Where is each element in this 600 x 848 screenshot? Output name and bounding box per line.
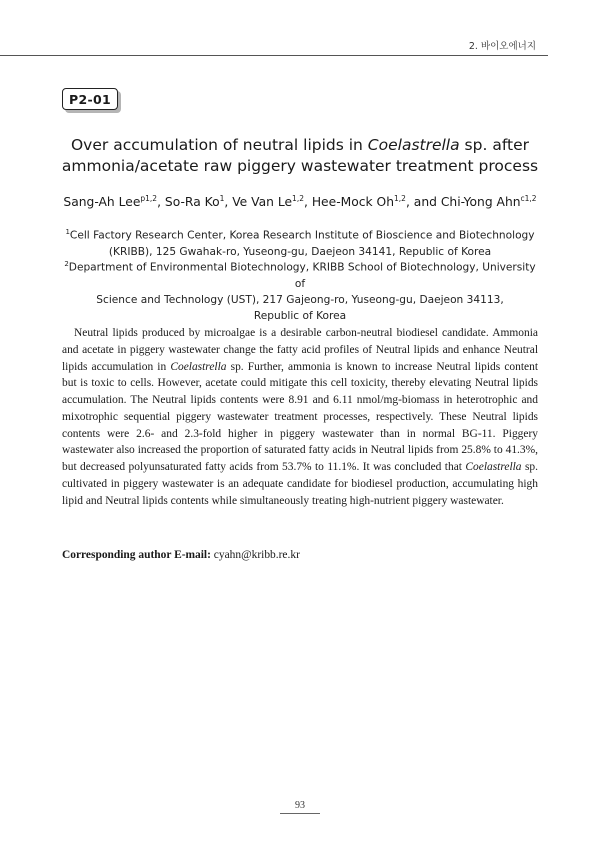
- page-number-rule: [280, 813, 320, 814]
- abstract-paragraph: Neutral lipids produced by microalgae is a desirable carbon-neutral biodiesel candidate. Ammonia and acetate in piggery wastewater change the fatty acid profiles of Neutral lipids and enhance Neutral lipids accumulation in Coelastrella sp. Further, ammonia is known to increase Neutral lipids content but is toxic to cells. However, acetate could mitigate this cell toxicity, thereby elevating Neutral lipids accumulation. The Neutral lipids contents were 8.91 and 6.11 nmol/mg-biomass in heterotrophic and mixotrophic sequential piggery wastewater treatment processes, respectively. These Neutral lipids contents were 2.6- and 2.3-fold higher in piggery wastewater than in normal BG-11. Piggery wastewater also increased the proportion of saturated fatty acids in Neutral lipids from 25.8% to 41.3%, but decreased polyunsaturated fatty acids from 53.7% to 11.1%. It was concluded that Coelastrella sp. cultivated in piggery wastewater is an adequate candidate for biodiesel production, accumulating high lipid and Neutral lipids contents while simultaneously treating high-nutrient piggery wastewater.: [62, 327, 538, 507]
- author-affil-sup: c1,2: [520, 194, 537, 203]
- author-affil-sup: 1: [219, 194, 225, 203]
- author-name: Chi-Yong Ahn: [440, 195, 521, 210]
- author-affil-sup: 1,2: [394, 194, 406, 203]
- header-rule: [0, 55, 548, 56]
- author-name: Ve Van Le: [232, 195, 293, 210]
- page-number: 93: [295, 800, 305, 811]
- corresponding-email: cyahn@kribb.re.kr: [210, 549, 300, 561]
- species-name: Coelastrella: [170, 360, 227, 373]
- author-affil-sup: p1,2: [140, 194, 158, 203]
- paper-title: [40, 135, 560, 177]
- title-line-1: Over accumulation of neutral lipids in Coelastrella sp. after: [70, 136, 529, 154]
- affil-number: 2: [64, 260, 69, 268]
- author-name: Sang-Ah Lee: [63, 195, 141, 210]
- species-name: Coelastrella: [367, 136, 460, 154]
- species-name: Coelastrella: [465, 461, 522, 473]
- corresponding-label: Corresponding author E-mail:: [62, 549, 211, 561]
- section-header: 2. 바이오에너지: [468, 41, 536, 52]
- affiliation-1: $^1$Cell Factory Research Center, Korea Research Institute of Bioscience and Biotechnology (KRIBB), 125 Gwahak-ro, Yuseong-gu, Daejeon 34141, Republic of Korea: [65, 228, 535, 258]
- affiliation-2: $^2$Department of Environmental Biotechnology, KRIBB School of Biotechnology, University of Science and Technology (UST), 217 Gajeong-ro, Yuseong-gu, Daejeon 34113, Republic of Korea: [64, 260, 536, 322]
- title-line-2: ammonia/acetate raw piggery wastewater treatment process: [61, 157, 539, 175]
- author-affil-sup: 1,2: [292, 194, 304, 203]
- affil-number: 1: [65, 228, 70, 236]
- author-name: So-Ra Ko: [164, 195, 220, 210]
- corresponding-author: [62, 547, 538, 563]
- paper-code-badge: P2-01: [62, 88, 118, 110]
- author-list: Sang-Ah Lee$^{p1,2}$, So-Ra Ko$^1$, Ve Van Le$^{1,2}$, Hee-Mock Oh$^{1,2}$, and Chi-Yong Ahn$^{c1,2}$: [63, 194, 537, 210]
- author-name: Hee-Mock Oh: [311, 195, 395, 210]
